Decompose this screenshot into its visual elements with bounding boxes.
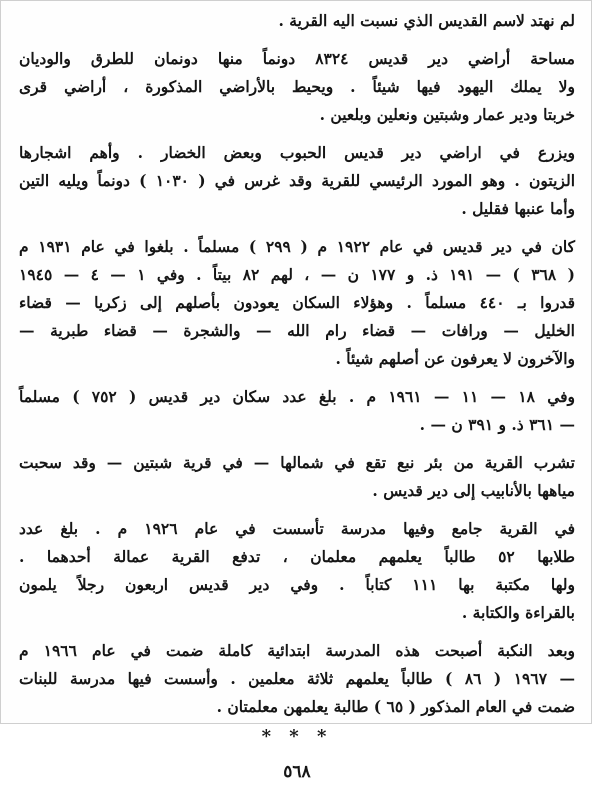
text-line: لم نهتد لاسم القديس الذي نسبت اليه القرية .: [278, 11, 575, 30]
paragraph-agriculture: [19, 139, 575, 223]
text-line: وبعد النكبة أصبحت هذه المدرسة ابتدائية كاملة ضمت في عام ١٩٦٦ م: [19, 641, 575, 660]
page-number: ٥٦٨: [283, 762, 311, 782]
paragraph-population: [19, 233, 575, 373]
text-line: تشرب القرية من بئر نبع تقع في شمالها — في قرية شبتين — وقد سحبت: [19, 453, 575, 472]
text-line: وفي ١٨ — ١١ — ١٩٦١ م . بلغ عدد سكان دير قديس ( ٧٥٢ ) مسلماً: [19, 387, 576, 406]
text-line: ضمت في العام المذكور ( ٦٥ ) طالبة يعلمهن معلمتان .: [216, 697, 575, 716]
text-line: مياهها بالأنابيب إلى دير قديس .: [372, 481, 575, 500]
paragraph-gap: [19, 505, 575, 515]
section-separator: * * *: [261, 726, 333, 747]
text-line: والآخرون لا يعرفون عن أصلهم شيئاً .: [335, 349, 575, 368]
text-line: طلابها ٥٢ طالباً يعلمهم معلمان ، تدفع القرية عمالة أحدهما .: [19, 547, 575, 566]
paragraph-school: [19, 515, 575, 627]
text-line: ولا يملك اليهود فيها شيئاً . ويحيط بالأراضي المذكورة ، أراضي قرى: [19, 77, 575, 96]
text-line: — ١٩٦٧ ( ٨٦ ) طالباً يعلمهم ثلاثة معلمين . وأسست فيها مدرسة للبنات: [19, 669, 575, 688]
paragraph-gap: [19, 627, 575, 637]
text-line: — ٣٦١ ذ. و ٣٩١ ن — .: [419, 415, 575, 434]
text-line: الخليل — ورافات — قضاء رام الله — والشجرة — قضاء طبرية —: [19, 321, 575, 340]
paragraph-after-nakba: [19, 637, 575, 721]
text-line: في القرية جامع وفيها مدرسة تأسست في عام ١٩٢٦ م . بلغ عدد: [19, 519, 576, 538]
paragraph-land-area: [19, 45, 575, 129]
paragraph-gap: [19, 223, 575, 233]
text-line: بالقراءة والكتابة .: [461, 603, 575, 622]
paragraph-gap: [19, 439, 575, 449]
paragraph-name-origin: [19, 7, 575, 35]
book-page: [19, 1, 575, 785]
text-line: وأما عنبها فقليل .: [461, 199, 575, 218]
text-line: مساحة أراضي دير قديس ٨٣٢٤ دونماً منها دونمان للطرق والوديان: [19, 49, 575, 68]
text-line: ( ٣٦٨ ) — ١٩١ ذ. و ١٧٧ ن — ، لهم ٨٢ بيتاً . وفي ١ — ٤ — ١٩٤٥: [19, 265, 575, 284]
paragraph-water: [19, 449, 575, 505]
paragraph-gap: [19, 373, 575, 383]
text-line: خربتا ودير عمار وشبتين ونعلين وبلعين .: [319, 105, 575, 124]
text-line: ولها مكتبة بها ١١١ كتاباً . وفي دير قديس اربعون رجلاً يلمون: [19, 575, 575, 594]
text-line: ويزرع في اراضي دير قديس الحبوب وبعض الخضار . وأهم اشجارها: [19, 143, 575, 162]
text-line: الزيتون . وهو المورد الرئيسي للقرية وقد غرس في ( ١٠٣٠ ) دونماً ويليه التين: [19, 171, 576, 190]
paragraph-census-1961: [19, 383, 575, 439]
text-line: قدروا بـ ٤٤٠ مسلماً . وهؤلاء السكان يعودون بأصلهم إلى زكريا — قضاء: [19, 293, 575, 312]
paragraph-gap: [19, 35, 575, 45]
paragraph-gap: [19, 129, 575, 139]
text-line: كان في دير قديس في عام ١٩٢٢ م ( ٢٩٩ ) مسلماً . بلغوا في عام ١٩٣١ م: [19, 237, 575, 256]
